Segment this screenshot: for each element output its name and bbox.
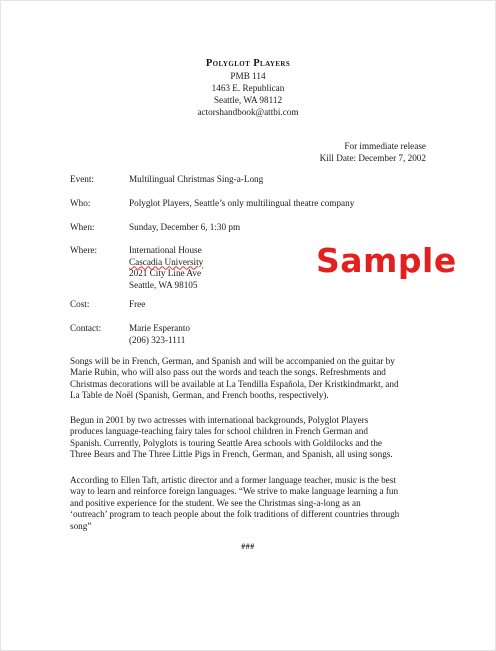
- paragraph-line: La Table de Noël (Spanish, German, and French booths, respectively).: [70, 390, 329, 401]
- detail-label: Where:: [70, 245, 98, 255]
- address-line: 1463 E. Republican: [211, 83, 285, 93]
- detail-label: When:: [70, 222, 95, 232]
- end-mark: ###: [241, 542, 255, 551]
- body-paragraph: [70, 356, 435, 402]
- paragraph-line: way to learn and reinforce foreign languages. “We strive to make language learning a fun: [70, 486, 399, 497]
- detail-value: [129, 323, 190, 346]
- release-info: [320, 140, 426, 164]
- detail-value: Polyglot Players, Seattle’s only multilingual theatre company: [129, 198, 355, 208]
- paragraph-line: Songs will be in French, German, and Spanish and will be accompanied on the guitar by: [70, 356, 395, 366]
- letterhead: [1, 58, 495, 118]
- contact-name: Marie Esperanto: [129, 323, 190, 333]
- detail-label: Who:: [70, 198, 91, 208]
- paragraph-line: Marie Rubin, who will also pass out the words and teach the songs. Refreshments and: [70, 367, 386, 378]
- paragraph-line: Spanish. Currently, Polyglots is touring Seattle Area schools with Goldilocks and the: [70, 437, 383, 448]
- paragraph-line: Begun in 2001 by two actresses with international backgrounds, Polyglot Players: [70, 415, 369, 425]
- detail-label: Cost:: [70, 299, 90, 309]
- detail-label: Event:: [70, 174, 94, 184]
- detail-label: Contact:: [70, 323, 102, 333]
- address-line: PMB 114: [230, 71, 266, 81]
- email-line: actorshandbook@attbi.com: [197, 107, 299, 117]
- detail-value: Sunday, December 6, 1:30 pm: [129, 222, 241, 232]
- body-paragraph: [70, 415, 435, 461]
- venue-line: Cascadia University: [129, 256, 204, 267]
- detail-value: [129, 245, 203, 291]
- venue-line: Seattle, WA 98105: [129, 279, 198, 290]
- paragraph-line: and positive experience for the student. We see the Christmas sing-a-long as an: [70, 497, 361, 508]
- venue-line: 2021 City Line Ave: [129, 268, 202, 278]
- paragraph-line: According to Ellen Taft, artistic director and a former language teacher, music is the best: [70, 475, 396, 485]
- venue-line: International House: [129, 245, 202, 255]
- org-name: Polyglot Players: [205, 58, 291, 69]
- sample-watermark: Sample: [316, 241, 457, 280]
- paragraph-line: ‘outreach’ program to teach people about the folk traditions of different countries through: [70, 509, 400, 520]
- detail-value: Free: [129, 299, 146, 309]
- contact-phone: (206) 323-1111: [129, 334, 186, 345]
- address-line: Seattle, WA 98112: [213, 95, 283, 105]
- paragraph-line: Three Bears and The Three Little Pigs in French, German, and Spanish, all using songs.: [70, 449, 393, 460]
- kill-date: Kill Date: December 7, 2002: [319, 153, 426, 163]
- paragraph-line: produces language-teaching fairy tales for school children in French German and: [70, 426, 368, 437]
- release-notice: For immediate release: [344, 141, 426, 151]
- paragraph-line: Christmas decorations will be available at La Tendilla Española, Der Kristkindmarkt, and: [70, 378, 399, 389]
- detail-value: Multilingual Christmas Sing-a-Long: [129, 174, 264, 184]
- body-paragraph: [70, 475, 435, 532]
- paragraph-line: song”: [70, 520, 92, 531]
